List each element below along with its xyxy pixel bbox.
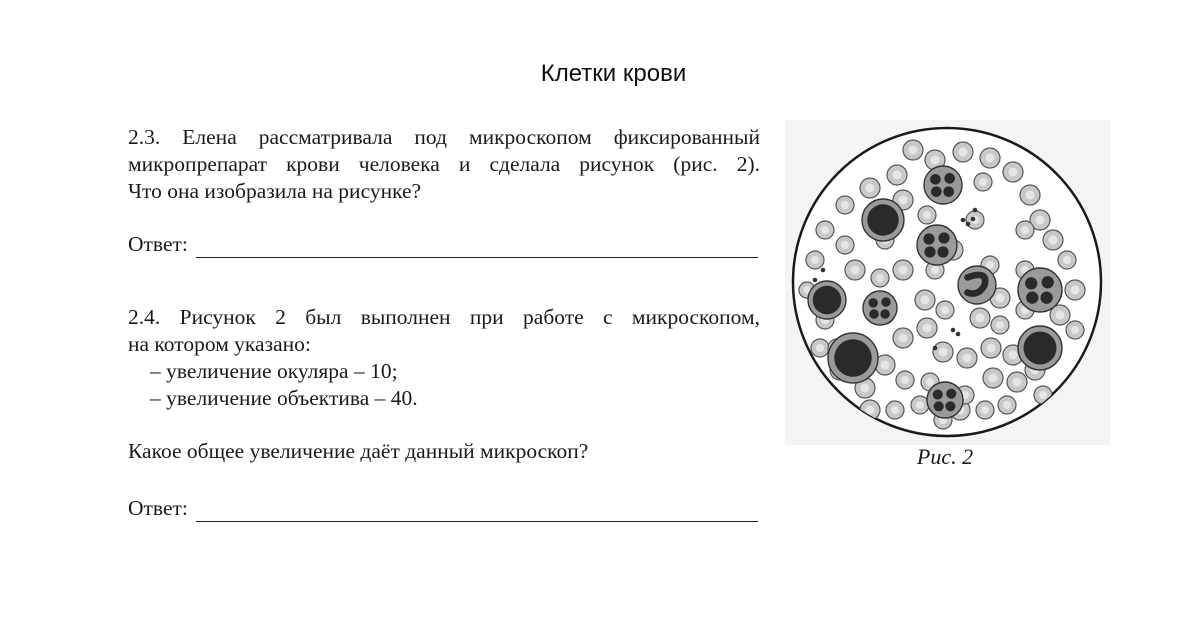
red-blood-cell-center bbox=[989, 374, 998, 383]
red-blood-cell-center bbox=[1039, 391, 1047, 399]
red-blood-cell-center bbox=[1071, 286, 1080, 295]
white-blood-cell bbox=[863, 291, 897, 325]
red-blood-cell-center bbox=[923, 324, 932, 333]
answer-field-2-4[interactable] bbox=[128, 495, 758, 522]
nucleus-lobe bbox=[943, 186, 954, 197]
red-blood-cell-center bbox=[841, 201, 849, 209]
red-blood-cell-center bbox=[926, 378, 934, 386]
red-blood-cell-center bbox=[816, 344, 824, 352]
platelet bbox=[956, 332, 961, 337]
lymphocyte-nucleus bbox=[834, 339, 872, 377]
lymphocyte-nucleus bbox=[813, 286, 842, 315]
platelet bbox=[966, 222, 971, 227]
task-2-4-line-2: на котором указано: bbox=[128, 332, 311, 356]
red-blood-cell-center bbox=[899, 334, 908, 343]
red-blood-cell-center bbox=[1009, 168, 1018, 177]
red-blood-cell-center bbox=[987, 344, 996, 353]
red-blood-cell-center bbox=[841, 241, 849, 249]
nucleus-lobe bbox=[1042, 276, 1054, 288]
white-blood-cell bbox=[1018, 268, 1062, 312]
answer-field-2-3[interactable] bbox=[128, 231, 758, 258]
platelet bbox=[973, 208, 978, 213]
red-blood-cell-center bbox=[821, 226, 829, 234]
nucleus-lobe bbox=[938, 232, 949, 243]
task-2-3 bbox=[128, 124, 760, 205]
nucleus-lobe bbox=[1040, 292, 1052, 304]
answer-blank-line[interactable] bbox=[196, 501, 758, 522]
platelet bbox=[951, 328, 956, 333]
red-blood-cell-center bbox=[899, 196, 908, 205]
white-blood-cell bbox=[924, 166, 962, 204]
red-blood-cell-center bbox=[986, 154, 995, 163]
nucleus-lobe bbox=[868, 298, 878, 308]
platelet bbox=[961, 218, 966, 223]
task-2-4-question: Какое общее увеличение даёт данный микроскоп? bbox=[128, 439, 589, 463]
red-blood-cell-center bbox=[1056, 311, 1065, 320]
task-2-3-line-3: Что она изобразила на рисунке? bbox=[128, 179, 422, 203]
nucleus-lobe bbox=[946, 389, 956, 399]
red-blood-cell-center bbox=[963, 354, 972, 363]
task-2-4 bbox=[128, 304, 760, 412]
answer-label: Ответ: bbox=[128, 496, 188, 520]
task-2-3-line-2: микропрепарат крови человека и сделала рисунок (рис. 2). bbox=[128, 152, 760, 176]
red-blood-cell-center bbox=[931, 266, 939, 274]
task-2-4-item-objective: – увеличение объектива – 40. bbox=[150, 386, 418, 410]
platelet bbox=[971, 217, 976, 222]
nucleus-lobe bbox=[934, 401, 944, 411]
red-blood-cell-center bbox=[1063, 256, 1071, 264]
nucleus-lobe bbox=[944, 173, 955, 184]
red-blood-cell-center bbox=[1009, 351, 1018, 360]
blood-smear-drawing bbox=[785, 120, 1110, 445]
red-blood-cell-center bbox=[866, 406, 875, 415]
red-blood-cell-center bbox=[979, 178, 987, 186]
nucleus-lobe bbox=[1026, 292, 1038, 304]
red-blood-cell-center bbox=[851, 266, 860, 275]
red-blood-cell-center bbox=[866, 184, 875, 193]
blood-smear-figure bbox=[785, 120, 1110, 445]
nucleus-lobe bbox=[869, 309, 879, 319]
lymphocyte-nucleus bbox=[1024, 332, 1057, 365]
red-blood-cell-center bbox=[921, 296, 930, 305]
red-blood-cell-center bbox=[861, 384, 870, 393]
red-blood-cell-center bbox=[923, 211, 931, 219]
red-blood-cell-center bbox=[909, 146, 918, 155]
answer-blank-line[interactable] bbox=[196, 237, 758, 258]
nucleus-lobe bbox=[930, 174, 941, 185]
white-blood-cell bbox=[917, 225, 957, 265]
task-2-3-line-1: 2.3. Елена рассматривала под микроскопом фиксированный bbox=[128, 125, 760, 149]
figure-caption: Рис. 2 bbox=[916, 444, 974, 469]
nucleus-lobe bbox=[880, 309, 890, 319]
nucleus-lobe bbox=[931, 186, 942, 197]
nucleus-lobe bbox=[937, 246, 948, 257]
red-blood-cell-center bbox=[996, 294, 1005, 303]
nucleus-lobe bbox=[924, 246, 935, 257]
platelet bbox=[821, 268, 826, 273]
red-blood-cell-center bbox=[1026, 191, 1035, 200]
red-blood-cell-center bbox=[811, 256, 819, 264]
red-blood-cell-center bbox=[939, 348, 948, 357]
red-blood-cell-center bbox=[901, 376, 909, 384]
page-title: Клетки крови bbox=[540, 60, 687, 87]
red-blood-cell-center bbox=[1021, 226, 1029, 234]
red-blood-cell-center bbox=[941, 306, 949, 314]
nucleus-lobe bbox=[923, 233, 934, 244]
nucleus-lobe bbox=[1025, 277, 1037, 289]
task-2-4-item-eyepiece: – увеличение окуляра – 10; bbox=[150, 359, 398, 383]
nucleus-lobe bbox=[881, 297, 891, 307]
red-blood-cell-center bbox=[1071, 326, 1079, 334]
red-blood-cell-center bbox=[931, 156, 940, 165]
red-blood-cell-center bbox=[986, 261, 994, 269]
red-blood-cell-center bbox=[893, 171, 902, 180]
answer-label: Ответ: bbox=[128, 232, 188, 256]
red-blood-cell-center bbox=[1003, 401, 1011, 409]
red-blood-cell-center bbox=[1049, 236, 1058, 245]
red-blood-cell-center bbox=[1013, 378, 1022, 387]
platelet bbox=[813, 278, 818, 283]
red-blood-cell-center bbox=[899, 266, 908, 275]
nucleus-lobe bbox=[933, 390, 943, 400]
red-blood-cell-center bbox=[981, 406, 989, 414]
red-blood-cell-center bbox=[1036, 216, 1045, 225]
red-blood-cell-center bbox=[881, 361, 890, 370]
red-blood-cell-center bbox=[976, 314, 985, 323]
red-blood-cell-center bbox=[876, 274, 884, 282]
red-blood-cell-center bbox=[916, 401, 924, 409]
red-blood-cell-center bbox=[891, 406, 899, 414]
task-2-4-line-1: 2.4. Рисунок 2 был выполнен при работе с микроскопом, bbox=[128, 305, 760, 329]
lymphocyte-nucleus bbox=[867, 204, 899, 236]
white-blood-cell bbox=[927, 382, 963, 418]
platelet bbox=[933, 346, 938, 351]
red-blood-cell-center bbox=[996, 321, 1004, 329]
nucleus-lobe bbox=[945, 401, 955, 411]
red-blood-cell-center bbox=[959, 148, 968, 157]
